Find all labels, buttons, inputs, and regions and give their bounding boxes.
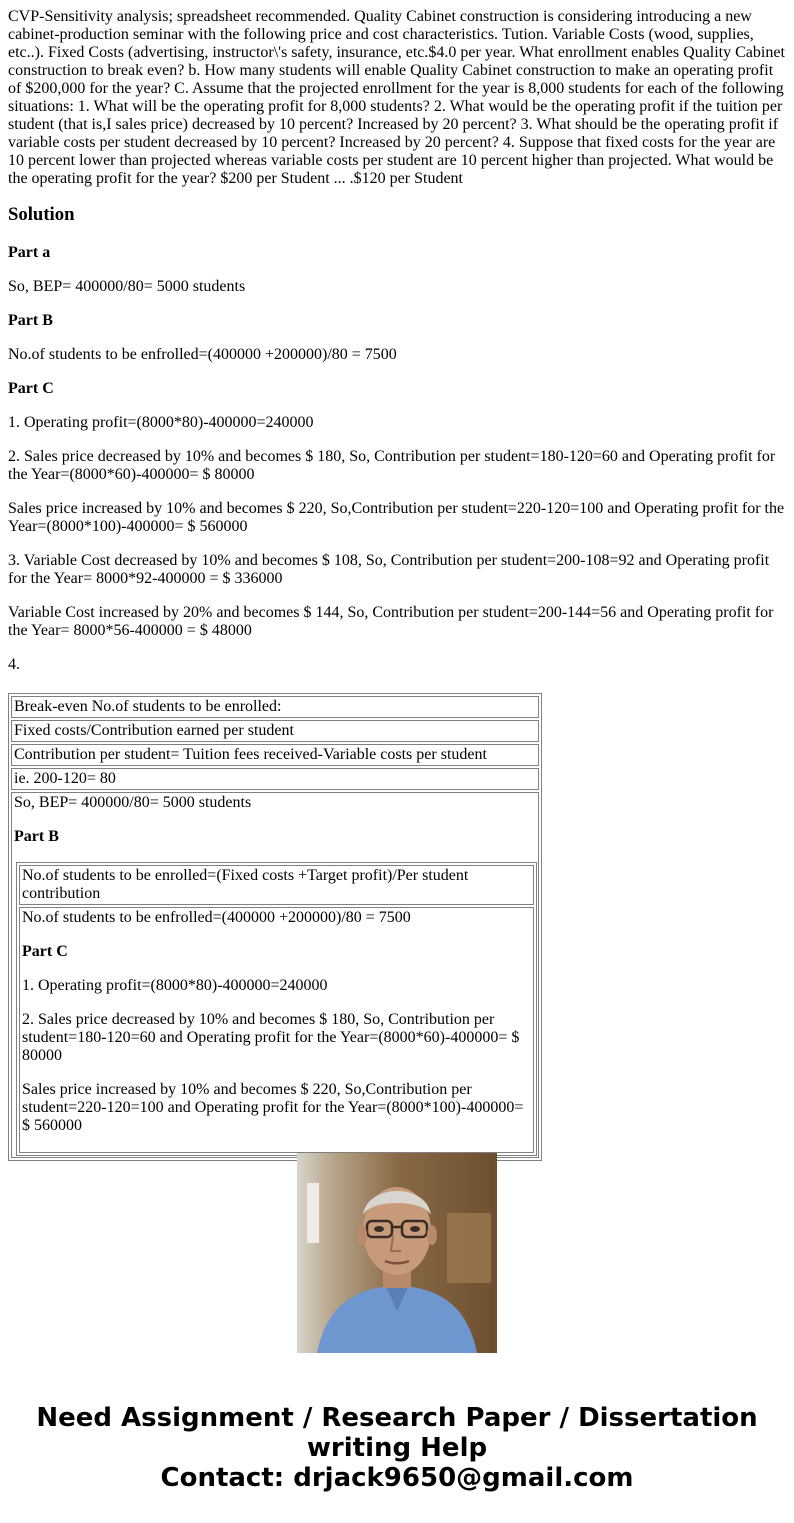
solution-table-frame bbox=[8, 693, 539, 1134]
avatar-portrait bbox=[297, 1153, 497, 1353]
promo-line-2: writing Help bbox=[306, 1433, 488, 1463]
table-row bbox=[11, 720, 539, 742]
table-part-b-heading: Part B bbox=[14, 828, 59, 845]
part-c-item-4: 4. bbox=[8, 656, 20, 673]
part-c-item-2: 2. Sales price decreased by 10% and becomes $ 180, So, Contribution per student=180-120=60 and Operating profit for the Year=(8000*60)-400000= $ 80000 bbox=[8, 448, 776, 483]
table-cell bbox=[11, 792, 539, 1158]
solution-table bbox=[8, 693, 542, 1161]
table-cell-text: 2. Sales price decreased by 10% and becomes $ 180, So, Contribution per student=180-120=60 and Operating profit for the Year=(8000*60)-400000= $ 80000 bbox=[22, 1011, 520, 1064]
table-cell: Fixed costs/Contribution earned per student bbox=[11, 720, 539, 742]
table-row bbox=[11, 792, 539, 1158]
nested-table bbox=[16, 862, 537, 1156]
table-row bbox=[11, 768, 539, 790]
table-row bbox=[11, 744, 539, 766]
table-cell-text: 1. Operating profit=(8000*80)-400000=240000 bbox=[22, 977, 328, 994]
part-a-heading: Part a bbox=[8, 244, 51, 261]
document-body bbox=[8, 8, 786, 690]
promo-contact: Contact: drjack9650@gmail.com bbox=[160, 1463, 634, 1493]
table-cell-text: Sales price increased by 10% and becomes $ 220, So,Contribution per student=220-120=100 and Operating profit for the Year=(8000*100)-400000= $ 560000 bbox=[22, 1081, 524, 1134]
table-row bbox=[19, 865, 534, 905]
table-cell: Break-even No.of students to be enrolled: bbox=[11, 696, 539, 718]
part-c-item-1: 1. Operating profit=(8000*80)-400000=240000 bbox=[8, 414, 314, 431]
table-part-c-heading: Part C bbox=[22, 943, 68, 960]
promo-banner bbox=[0, 1403, 794, 1493]
table-cell: Contribution per student= Tuition fees received-Variable costs per student bbox=[11, 744, 539, 766]
solution-heading: Solution bbox=[8, 204, 75, 225]
table-row bbox=[19, 907, 534, 1153]
promo-line-1: Need Assignment / Research Paper / Dissertation bbox=[36, 1403, 758, 1433]
table-cell bbox=[19, 907, 534, 1153]
part-c-item-3b: Variable Cost increased by 20% and becomes $ 144, So, Contribution per student=200-144=56 and Operating profit for the Year= 8000*56-400000 = $ 48000 bbox=[8, 604, 774, 639]
part-b-text: No.of students to be enfrolled=(400000 +200000)/80 = 7500 bbox=[8, 346, 397, 363]
table-cell-text: So, BEP= 400000/80= 5000 students bbox=[14, 794, 252, 811]
part-b-heading: Part B bbox=[8, 312, 53, 329]
part-c-heading: Part C bbox=[8, 380, 54, 397]
avatar bbox=[297, 1153, 497, 1353]
part-a-text: So, BEP= 400000/80= 5000 students bbox=[8, 278, 246, 295]
table-row bbox=[11, 696, 539, 718]
part-c-item-2b: Sales price increased by 10% and becomes $ 220, So,Contribution per student=220-120=100 and Operating profit for the Year=(8000*100)-400000= $ 560000 bbox=[8, 500, 785, 535]
table-cell: ie. 200-120= 80 bbox=[11, 768, 539, 790]
part-c-item-3: 3. Variable Cost decreased by 10% and becomes $ 108, So, Contribution per student=200-108=92 and Operating profit for the Year= 8000*92-400000 = $ 336000 bbox=[8, 552, 770, 587]
question-text: CVP-Sensitivity analysis; spreadsheet recommended. Quality Cabinet construction is considering introducing a new cabinet-production seminar with the following price and cost characteristics. Tution. Variable Costs (wood, supplies, etc..). Fixed Costs (advertising, instructor\'s safety, insurance, etc.$4.0 per year. What enrollment enables Quality Cabinet construction to break even? b. How many students will enable Quality Cabinet construction to make an operating profit of $200,000 for the year? C. Assume that the projected enrollment for the year is 8,000 students for each of the following situations: 1. What will be the operating profit for 8,000 students? 2. What would be the operating profit if the tuition per student (that is,I sales price) decreased by 10 percent? Increased by 20 percent? 3. What should be the operating profit if variable costs per student decreased by 10 percent? Increased by 20 percent? 4. Suppose that fixed costs for the year are 10 percent lower than projected whereas variable costs per student are 10 percent higher than projected. What would be the operating profit for the year? $200 per Student ... .$120 per Student bbox=[8, 8, 785, 187]
table-cell: No.of students to be enrolled=(Fixed costs +Target profit)/Per student contribution bbox=[19, 865, 534, 905]
table-cell-text: No.of students to be enfrolled=(400000 +200000)/80 = 7500 bbox=[22, 909, 411, 926]
